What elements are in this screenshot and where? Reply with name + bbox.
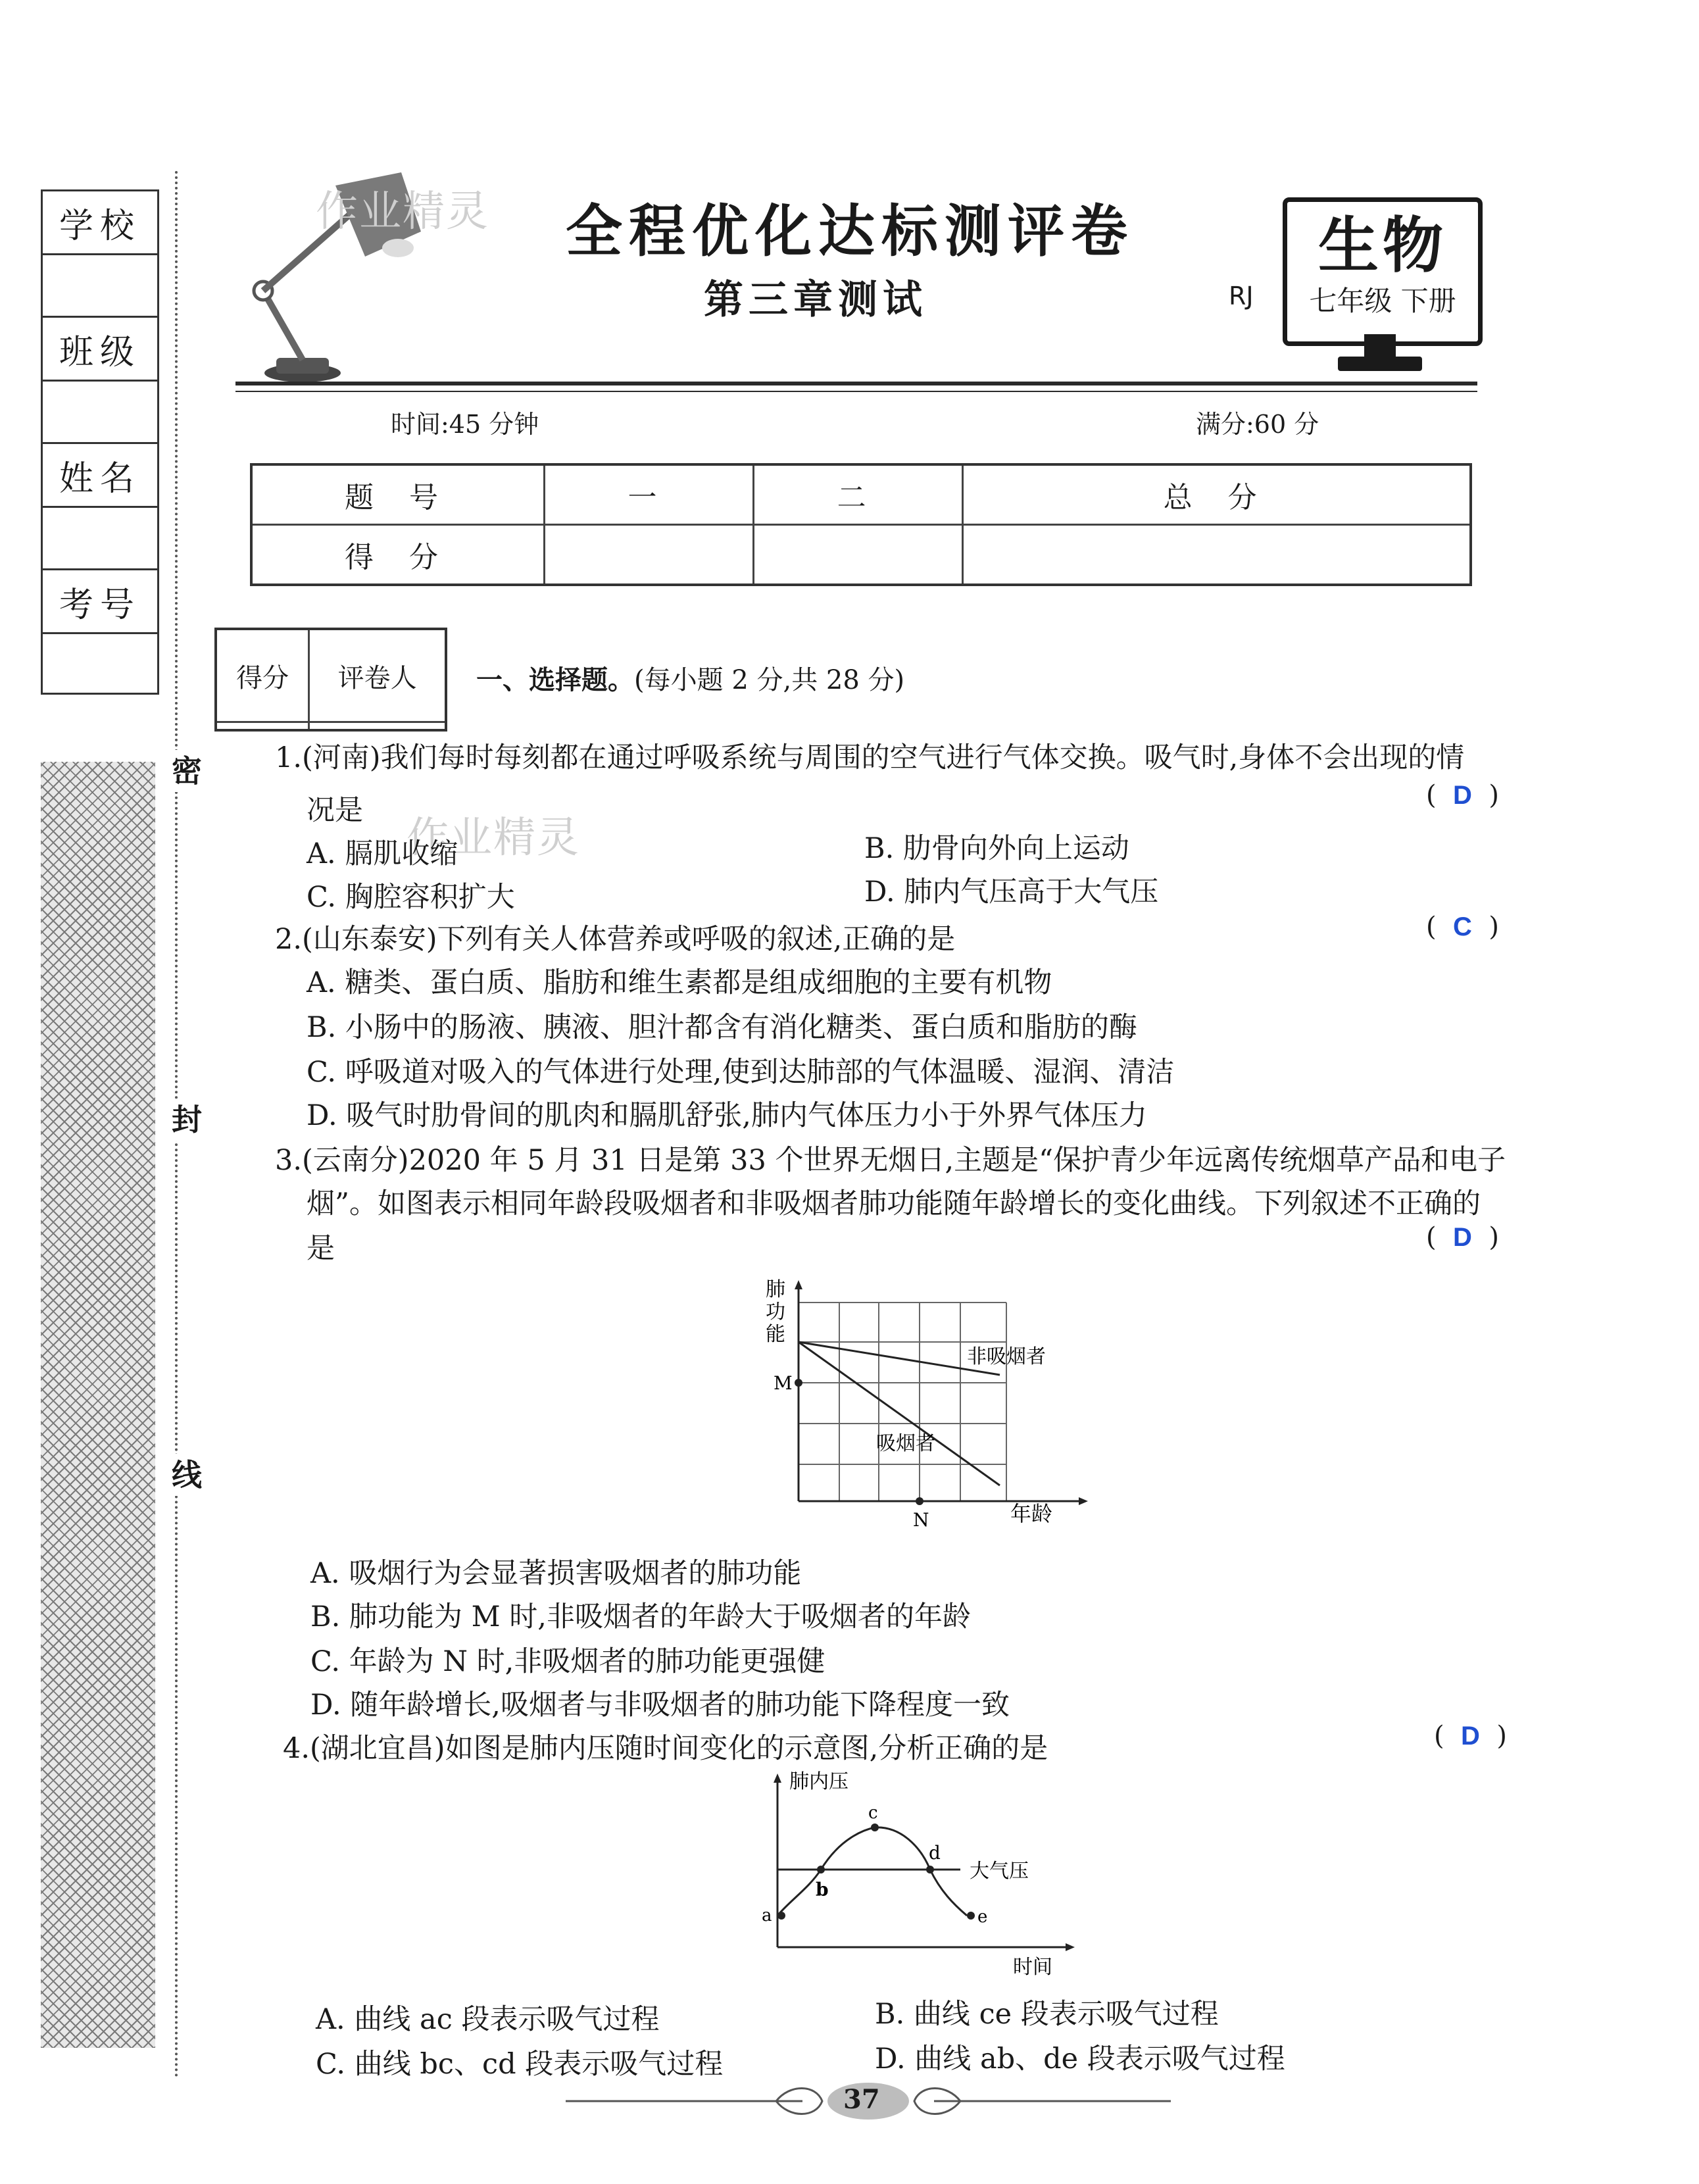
label-name: 姓名 — [43, 444, 157, 508]
q1-stem-line1: 1.(河南)我们每时每刻都在通过呼吸系统与周围的空气进行气体交换。吸气时,身体不会出现的情 — [275, 741, 1465, 774]
q3-answer-letter: D — [1453, 1223, 1472, 1252]
subject-badge — [1283, 197, 1483, 346]
field-school[interactable] — [43, 255, 157, 318]
q1-option-b: B. 肋骨向外向上运动 — [864, 832, 1129, 865]
q4-option-d: D. 曲线 ab、de 段表示吸气过程 — [875, 2043, 1285, 2075]
figure2-point-d — [926, 1866, 934, 1874]
subject-name: 生物 — [1317, 210, 1447, 281]
grade-label: 七年级 下册 — [1309, 285, 1456, 317]
figure2-y-label: 肺内压 — [789, 1770, 849, 1793]
time-limit: 时间:45 分钟 — [391, 410, 539, 439]
grader-score-cell[interactable] — [216, 722, 309, 730]
score-header-total: 总 分 — [963, 464, 1471, 525]
figure2-label-d: d — [929, 1842, 941, 1864]
field-name[interactable] — [43, 508, 157, 570]
figure2-atm-label: 大气压 — [970, 1860, 1029, 1883]
figure1-x-arrow-icon — [1079, 1497, 1088, 1505]
figure1-smoker-label: 吸烟者 — [876, 1432, 935, 1455]
seal-char-mi: 密 — [166, 750, 208, 792]
page-title: 全程优化达标测评卷 — [566, 199, 1134, 264]
figure2-point-e — [967, 1912, 975, 1920]
score-row-label: 得 分 — [251, 525, 545, 585]
score-header-part1: 一 — [545, 464, 754, 525]
figure1-point-m — [795, 1379, 802, 1387]
figure-lung-pressure — [750, 1770, 1092, 1980]
figure1-n-label: N — [913, 1509, 929, 1531]
monitor-stand-icon — [1334, 334, 1426, 375]
pressure-curve — [777, 1827, 967, 1916]
section-heading — [476, 659, 904, 697]
q1-option-a: A. 膈肌收缩 — [307, 837, 458, 870]
figure1-y-label-1: 肺 — [766, 1278, 785, 1301]
watermark-top: 作业精灵 — [316, 187, 489, 236]
q3-option-d: D. 随年龄增长,吸烟者与非吸烟者的肺功能下降程度一致 — [310, 1689, 1010, 1722]
label-exam-number: 考号 — [43, 570, 157, 634]
section-note: (每小题 2 分,共 28 分) — [634, 665, 905, 695]
figure-lung-function — [750, 1276, 1105, 1539]
page-number: 37 — [843, 2084, 880, 2115]
score-cell-part2[interactable] — [754, 525, 963, 585]
full-score: 满分:60 分 — [1196, 410, 1319, 439]
seal-char-xian: 线 — [166, 1454, 208, 1496]
q2-answer-letter: C — [1453, 912, 1472, 941]
q3-stem-line3: 是 — [307, 1232, 335, 1265]
figure2-point-c — [871, 1824, 879, 1831]
score-table — [250, 463, 1472, 586]
q1-answer-letter: D — [1453, 781, 1472, 810]
score-header-part2: 二 — [754, 464, 963, 525]
binding-hatch — [41, 762, 155, 2048]
q2-answer: ( C ) — [1426, 912, 1499, 942]
label-school: 学校 — [43, 191, 157, 255]
q1-answer: ( D ) — [1426, 780, 1499, 810]
figure1-point-n — [916, 1497, 923, 1505]
figure2-label-e: e — [977, 1907, 988, 1927]
grader-table — [214, 628, 447, 732]
figure1-m-label: M — [774, 1372, 793, 1394]
student-info-box — [41, 189, 159, 695]
q2-stem: 2.(山东泰安)下列有关人体营养或呼吸的叙述,正确的是 — [275, 923, 956, 956]
field-exam-number[interactable] — [43, 634, 157, 695]
grader-name-label: 评卷人 — [309, 629, 446, 722]
figure1-y-label-2: 功 — [766, 1301, 785, 1324]
score-cell-total[interactable] — [963, 525, 1471, 585]
q3-option-c: C. 年龄为 N 时,非吸烟者的肺功能更强健 — [310, 1645, 825, 1678]
score-cell-part1[interactable] — [545, 525, 754, 585]
q4-answer: ( D ) — [1434, 1721, 1507, 1751]
figure2-label-b: b — [816, 1879, 829, 1900]
q2-option-d: D. 吸气时肋骨间的肌肉和膈肌舒张,肺内气体压力小于外界气体压力 — [307, 1099, 1147, 1132]
figure2-x-arrow-icon — [1066, 1943, 1075, 1951]
q2-option-c: C. 呼吸道对吸入的气体进行处理,使到达肺部的气体温暖、湿润、清洁 — [307, 1056, 1175, 1089]
figure1-y-arrow-icon — [795, 1280, 802, 1289]
q4-option-c: C. 曲线 bc、cd 段表示吸气过程 — [316, 2048, 724, 2081]
section-title: 一、选择题。 — [476, 665, 634, 695]
figure2-label-c: c — [868, 1803, 878, 1823]
q4-stem: 4.(湖北宜昌)如图是肺内压随时间变化的示意图,分析正确的是 — [283, 1732, 1048, 1765]
field-class[interactable] — [43, 382, 157, 444]
figure1-non-smoker-label: 非吸烟者 — [967, 1345, 1046, 1368]
figure1-y-label-3: 能 — [766, 1323, 785, 1346]
q3-answer: ( D ) — [1426, 1222, 1499, 1253]
edition-label: RJ — [1229, 282, 1254, 310]
seal-char-feng: 封 — [166, 1099, 208, 1141]
grader-score-label: 得分 — [216, 629, 309, 722]
figure2-point-a — [777, 1912, 785, 1920]
header-rule — [235, 382, 1477, 385]
q1-option-c: C. 胸腔容积扩大 — [307, 881, 515, 914]
figure1-grid — [799, 1303, 1006, 1501]
chapter-subtitle: 第三章测试 — [704, 277, 927, 323]
q2-option-b: B. 小肠中的肠液、胰液、胆汁都含有消化糖类、蛋白质和脂肪的酶 — [307, 1011, 1137, 1044]
q2-option-a: A. 糖类、蛋白质、脂肪和维生素都是组成细胞的主要有机物 — [307, 966, 1052, 999]
q4-answer-letter: D — [1461, 1722, 1480, 1750]
q4-option-a: A. 曲线 ac 段表示吸气过程 — [316, 2003, 660, 2036]
label-class: 班级 — [43, 318, 157, 382]
q3-option-a: A. 吸烟行为会显著损害吸烟者的肺功能 — [310, 1557, 802, 1590]
q4-option-b: B. 曲线 ce 段表示吸气过程 — [875, 1998, 1219, 2031]
q1-option-d: D. 肺内气压高于大气压 — [864, 876, 1159, 908]
grader-name-cell[interactable] — [309, 722, 446, 730]
header-rule-thin — [235, 391, 1477, 392]
figure1-x-label: 年龄 — [1010, 1501, 1053, 1526]
figure2-y-arrow-icon — [774, 1774, 781, 1783]
figure2-x-label: 时间 — [1013, 1956, 1052, 1979]
watermark-mid: 作业精灵 — [406, 814, 580, 862]
q3-stem-line2: 烟”。如图表示相同年龄段吸烟者和非吸烟者肺功能随年龄增长的变化曲线。下列叙述不正确的 — [307, 1187, 1481, 1220]
q1-stem-line2: 况是 — [307, 794, 363, 827]
score-header-number: 题 号 — [251, 464, 545, 525]
q3-option-b: B. 肺功能为 M 时,非吸烟者的年龄大于吸烟者的年龄 — [310, 1601, 971, 1633]
q3-stem-line1: 3.(云南分)2020 年 5 月 31 日是第 33 个世界无烟日,主题是“保护青少年远离传统烟草产品和电子 — [275, 1144, 1506, 1177]
figure2-label-a: a — [762, 1906, 772, 1925]
figure2-point-b — [817, 1866, 825, 1874]
